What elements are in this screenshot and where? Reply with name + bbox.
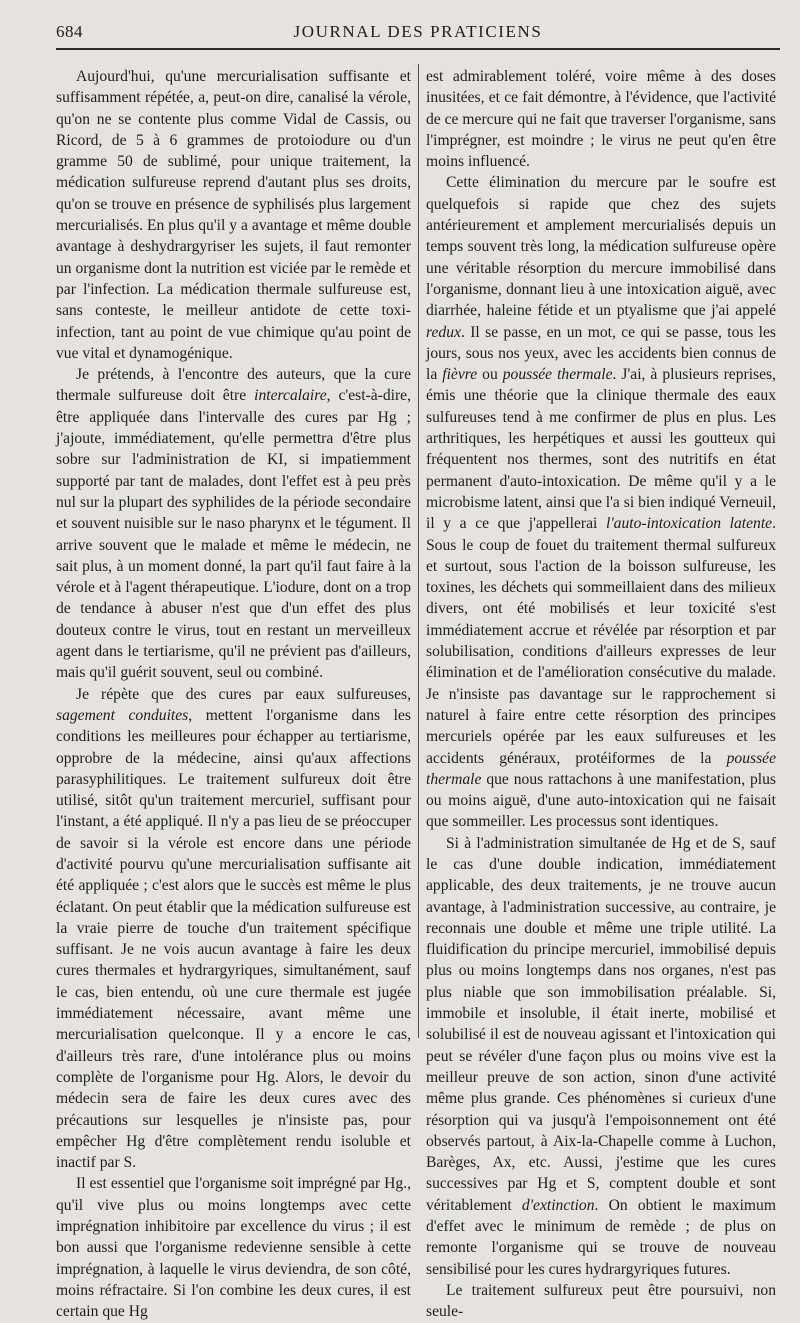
paragraph: Aujourd'hui, qu'une mercurialisation suffisante et suffisamment répétée, a, peut-on dire, canalisé la vérole, qu'on ne se contente plus comme Vidal de Cassis, ou Ricord, de 5 à 6 grammes de protoiodure ou d'un gramme 50 de sublimé, pour unique traitement, la médication sulfureuse reprend d'autant plus ses droits, qu'on se trouve en présence de syphilisés plus largement mercurialisés. En plus qu'il y a avantage et même double avantage à deshydrargyriser les sujets, il faut remonter un organisme dont la nutrition est viciée par le remède et par l'infection. La médication thermale sulfureuse est, sans conteste, le meilleur antidote de cette toxi-infection, tant au point de vue chimique qu'au point de vue vital et dynamogénique. — [56, 68, 411, 362]
text-run: que nous rattachons à une manifestation, plus ou moins aiguë, d'une auto-intoxication qui ne faisait que sommeiller. Les processus sont identiques. — [426, 770, 776, 831]
paragraph — [56, 364, 411, 683]
header-rule — [56, 48, 780, 50]
page-header — [56, 16, 780, 44]
text-run: , c'est-à-dire, être appliquée dans l'intervalle des cures par Hg ; j'ajoute, immédiatement, qu'elle permettra d'être plus sobre sur l'administration de KI, si impatiemment supporté par tant de malades, dont l'effet est à peu près nul sur la plupart des syphilides de la période secondaire et souvent nuisible sur le naso pharynx et le tégument. Il arrive souvent que le malade et même le médecin, ne sait plus, à un moment donné, la part qu'il faut faire à la vérole et à l'agent thérapeutique. L'iodure, dont on a trop de tendance à abuser n'est que d'un effet des plus douteux contre le virus, tout en restant un merveilleux agent dans le tertiarisme, qu'il ne prévient pas d'ailleurs, mais qu'il guérit souvent, seul ou combiné. — [56, 387, 411, 682]
text-run: . On obtient le maximum d'effet avec le minimum de remède ; de plus on remonte l'organisme qui se trouve de nouveau sensibilisé pour les cures hydrargyriques futures. — [426, 1196, 776, 1278]
paragraph: Le traitement sulfureux peut être poursuivi, non seule- — [426, 1281, 776, 1321]
italic-text: fièvre — [442, 366, 478, 384]
column-divider — [418, 64, 419, 1038]
paragraph: est admirablement toléré, voire même à des doses inusitées, et ce fait démontre, à l'évidence, que l'activité de ce mercure qui ne fait que traverser l'organisme, sans l'imprégner, est moindre ; le virus ne peut qu'en être moins influencé. — [426, 68, 776, 171]
italic-text: d'extinction — [521, 1196, 595, 1214]
text-run: . Sous le coup de fouet du traitement thermal sulfureux et surtout, sous l'action de la boisson sulfureuse, les toxines, les déchets qui sommeillaient dans des milieux divers, ont été mobilisés et leur toxicité s'est immédiatement accrue et révélée par résorption et par solubilisation, conditions d'ailleurs expresses de leur élimination et de l'amélioration consécutive du malade. Je n'insiste pas davantage sur le rapprochement si naturel à faire entre cette résorption des principes mercuriels opérée par les eaux sulfureuses et les accidents généraux, protéiformes de la — [426, 515, 777, 767]
italic-text: l'auto-intoxication latente — [605, 515, 773, 533]
page-number: 684 — [56, 22, 83, 41]
text-run: , mettent l'organisme dans les conditions les meilleures pour échapper au tertiarisme, opprobre de la médecine, ainsi qu'aux affections parasyphilitiques. Le traitement sulfureux doit être utilisé, sitôt qu'un traitement mercuriel, suffisant pour l'instant, a été appliqué. Il n'y a pas lieu de se préoccuper de savoir si la vérole est encore dans une période d'activité pourvu qu'une mercurialisation suffisante ait été appliquée ; c'est alors que le succès est même le plus éclatant. On peut établir que la médication sulfureuse est la vraie pierre de touche d'un traitement spécifique suffisant. Je ne vois aucun avantage à faire les deux cures thermales et hydrargyriques, simultanément, sauf le cas, bien entendu, où une cure thermale est jugée immédiatement nécessaire, avant même une mercurialisation quelconque. Il y a encore le cas, d'ailleurs très rare, d'une intolérance plus ou moins complète de l'organisme pour Hg. Alors, le devoir du médecin sera de faire les deux cures avec des précautions sur lesquelles je n'insiste pas, pour empêcher Hg d'être complètement rendu isoluble et inactif par S. — [56, 706, 411, 1172]
italic-text: poussée thermale — [502, 366, 613, 384]
text-run: . Il se passe, en un mot, ce qui se passe, tous les jours, sous nos yeux, avec les accidents bien connus de la — [426, 323, 776, 384]
text-run: . J'ai, à plusieurs reprises, émis une théorie que la clinique thermale des eaux sulfureuses tend à me confirmer de plus en plus. Les arthritiques, les herpétiques et aussi les goutteux qui fréquentent nos thermes, sont des nutritifs en état permanent d'auto-intoxication. De même qu'il y a le microbisme latent, ainsi que l'a si bien indiqué Verneuil, il y a ce que j'appellerai — [426, 366, 777, 533]
right-column — [426, 66, 777, 1321]
text-run: Cette élimination du mercure par le soufre est quelquefois si rapide que chez des sujets antérieurement et amplement mercurialisés depuis un temps souvent très long, la médication sulfureuse opère une véritable résorption du mercure immobilisé dans l'organisme, donnant lieu à une intoxication aiguë, avec diarrhée, haleine fétide et un ptyalisme que j'ai appelé — [426, 174, 776, 320]
text-run: ou — [477, 366, 503, 384]
left-column — [56, 66, 411, 1321]
paragraph: Il est essentiel que l'organisme soit imprégné par Hg., qu'il vive plus ou moins longtemps avec cette imprégnation inhibitoire par excellence du virus ; il est bon aussi que l'organisme redevienne sensible à cette imprégnation, à laquelle le virus deviendra, de son côté, moins réfractaire. Si l'on combine les deux cures, il est certain que Hg — [56, 1175, 411, 1321]
paragraph — [426, 172, 776, 832]
paragraph — [426, 833, 776, 1280]
journal-title: JOURNAL DES PRATICIENS — [293, 22, 543, 41]
text-run: Je répète que des cures par eaux sulfureuses, — [76, 685, 411, 703]
paragraph — [56, 684, 411, 1174]
italic-text: poussée thermale — [426, 749, 776, 788]
italic-text: redux — [426, 323, 461, 341]
italic-text: sagement conduites — [56, 706, 189, 724]
text-run: Je prétends, à l'encontre des auteurs, que la cure thermale sulfureuse doit être — [56, 366, 411, 405]
text-run: Si à l'administration simultanée de Hg et de S, sauf le cas d'une double indication, immédiatement applicable, des deux traitements, je ne trouve aucun avantage, à l'administration successive, au contraire, je reconnais une double et même une triple utilité. La fluidification du principe mercuriel, immobilisé depuis plus ou moins longtemps dans nos organes, n'est pas plus niable que son immobilisation préalable. Si, immobile et insoluble, il était inerte, mobilisé et solubilisé il est de nouveau agissant et l'intoxication qui peut se révéler d'une façon plus ou moins vive est la meilleur preuve de son action, sinon d'une activité même plus grande. Ces phénomènes si curieux d'une résorption qui va jusqu'à l'empoisonnement ont été observés partout, à Aix-la-Chapelle comme à Luchon, Barèges, Ax, etc. Aussi, j'estime que les cures successives par Hg et S, comptent double et sont véritablement — [426, 834, 776, 1214]
italic-text: intercalaire — [254, 387, 327, 405]
